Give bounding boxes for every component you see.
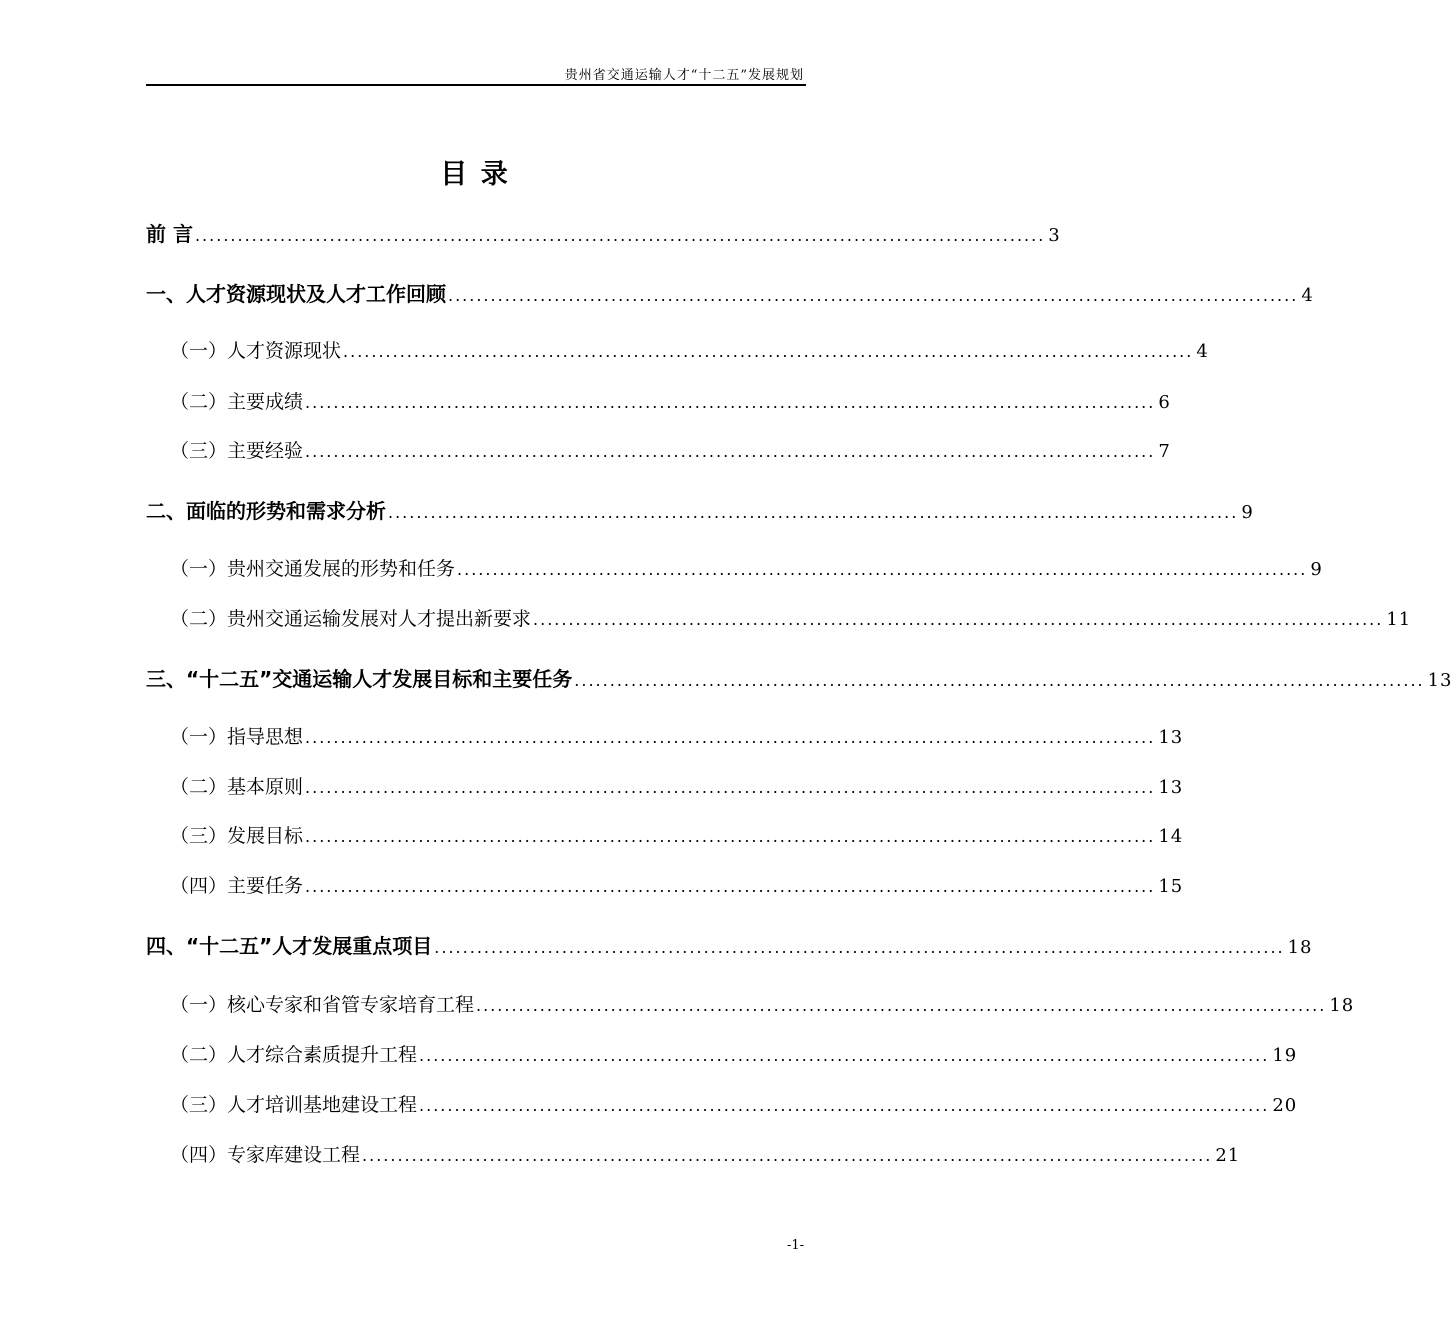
toc-page-number: 13	[1158, 777, 1184, 798]
toc-entry-label: （四）专家库建设工程	[170, 1144, 361, 1166]
toc-page-number: 15	[1158, 876, 1184, 897]
toc-page-number: 4	[1301, 285, 1314, 306]
toc-entry[interactable]	[146, 218, 1061, 248]
toc-page-number: 19	[1272, 1045, 1298, 1066]
toc-entry[interactable]	[170, 436, 1171, 466]
toc-entry[interactable]	[170, 336, 1209, 366]
toc-dot-leader: ........................................................................................................................	[476, 996, 1327, 1015]
running-header: 贵州省交通运输人才“十二五”发展规划	[564, 68, 804, 83]
toc-page-number: 6	[1158, 392, 1171, 413]
toc-entry[interactable]	[170, 722, 1184, 752]
toc-entry-label: （二）基本原则	[170, 776, 304, 798]
toc-page-number: 3	[1048, 225, 1061, 246]
toc-page-number: 7	[1158, 441, 1171, 462]
toc-dot-leader: ........................................................................................................................	[305, 877, 1156, 896]
toc-entry[interactable]	[146, 930, 1313, 960]
toc-entry-label: （二）人才综合素质提升工程	[170, 1044, 418, 1066]
toc-entry-label: （三）人才培训基地建设工程	[170, 1094, 418, 1116]
toc-dot-leader: ........................................................................................................................	[305, 778, 1156, 797]
toc-page-number: 9	[1241, 502, 1254, 523]
toc-dot-leader: ........................................................................................................................	[533, 610, 1384, 629]
toc-entry[interactable]	[170, 554, 1323, 584]
toc-entry[interactable]	[170, 387, 1171, 417]
toc-page-number: 13	[1427, 670, 1453, 691]
toc-dot-leader: ........................................................................................................................	[305, 393, 1156, 412]
toc-dot-leader: ........................................................................................................................	[362, 1146, 1213, 1165]
toc-dot-leader: ........................................................................................................................	[305, 728, 1156, 747]
toc-entry[interactable]	[170, 990, 1355, 1020]
toc-page-number: 4	[1196, 341, 1209, 362]
toc-dot-leader: ........................................................................................................................	[194, 226, 1046, 245]
toc-entry-label: （一）人才资源现状	[170, 340, 342, 362]
toc-dot-leader: ........................................................................................................................	[343, 342, 1194, 361]
toc-page-number: 13	[1158, 727, 1184, 748]
toc-entry[interactable]	[146, 278, 1314, 308]
toc-entry-label: 三、“十二五”交通运输人才发展目标和主要任务	[146, 667, 573, 691]
toc-page-number: 14	[1158, 826, 1184, 847]
page-number-footer: -1-	[786, 1238, 804, 1253]
toc-entry[interactable]	[170, 871, 1184, 901]
toc-entry[interactable]	[170, 1040, 1298, 1070]
toc-entry[interactable]	[146, 663, 1453, 693]
toc-entry-label: （三）主要经验	[170, 440, 304, 462]
toc-dot-leader: ........................................................................................................................	[419, 1046, 1270, 1065]
toc-entry[interactable]	[170, 1140, 1241, 1170]
toc-entry-label: （四）主要任务	[170, 875, 304, 897]
toc-dot-leader: ........................................................................................................................	[574, 671, 1425, 690]
toc-dot-leader: ........................................................................................................................	[388, 503, 1239, 522]
toc-entry-label: 一、人才资源现状及人才工作回顾	[146, 282, 446, 306]
toc-dot-leader: ........................................................................................................................	[448, 286, 1299, 305]
toc-entry-label: （二）主要成绩	[170, 391, 304, 413]
toc-entry-label: 二、面临的形势和需求分析	[146, 499, 386, 523]
toc-page-number: 18	[1287, 937, 1313, 958]
toc-entry-label: 前 言	[146, 222, 193, 246]
toc-entry[interactable]	[170, 1090, 1298, 1120]
toc-entry-label: （一）指导思想	[170, 726, 304, 748]
toc-dot-leader: ........................................................................................................................	[305, 827, 1156, 846]
toc-entry-label: （一）贵州交通发展的形势和任务	[170, 558, 456, 580]
toc-entry[interactable]	[170, 604, 1412, 634]
toc-dot-leader: ........................................................................................................................	[434, 938, 1285, 957]
toc-entry-label: 四、“十二五”人才发展重点项目	[146, 934, 433, 958]
toc-page-number: 20	[1272, 1095, 1298, 1116]
toc-entry-label: （一）核心专家和省管专家培育工程	[170, 994, 475, 1016]
page-title: 目 录	[440, 159, 510, 190]
toc-page-number: 18	[1329, 995, 1355, 1016]
toc-page-number: 9	[1310, 559, 1323, 580]
toc-entry[interactable]	[146, 495, 1254, 525]
toc-page-number: 21	[1215, 1145, 1241, 1166]
toc-dot-leader: ........................................................................................................................	[419, 1096, 1270, 1115]
toc-entry-label: （二）贵州交通运输发展对人才提出新要求	[170, 608, 532, 630]
toc-dot-leader: ........................................................................................................................	[457, 560, 1308, 579]
toc-dot-leader: ........................................................................................................................	[305, 442, 1156, 461]
toc-entry[interactable]	[170, 821, 1184, 851]
toc-entry-label: （三）发展目标	[170, 825, 304, 847]
toc-entry[interactable]	[170, 772, 1184, 802]
toc-page-number: 11	[1386, 609, 1412, 630]
